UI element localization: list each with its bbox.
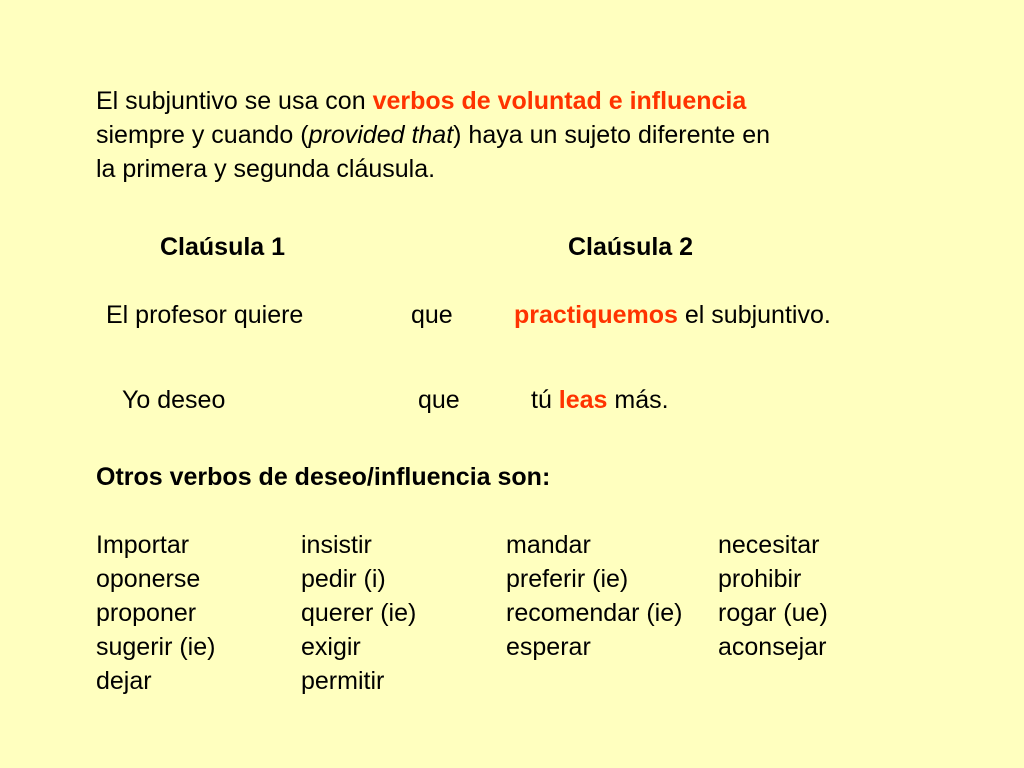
example-1-subordinate <box>514 300 831 330</box>
verb-column-4 <box>718 528 828 664</box>
example-1-rest: el subjuntivo. <box>677 301 831 329</box>
clause-2-header: Claúsula 2 <box>568 233 694 261</box>
example-2-rest: más. <box>607 386 669 414</box>
clause-1-header: Claúsula 1 <box>160 233 286 261</box>
intro-highlight: verbos de voluntad e influencia <box>372 87 747 115</box>
example-2-subordinate <box>531 385 669 415</box>
verb-item: dejar <box>96 667 152 695</box>
intro-text: siempre y cuando ( <box>96 121 309 149</box>
verb-item: pedir (i) <box>301 565 386 593</box>
others-heading: Otros verbos de deseo/influencia son: <box>96 463 551 491</box>
verb-item: prohibir <box>718 565 802 593</box>
verb-item: querer (ie) <box>301 599 417 627</box>
example-2-connector: que <box>418 386 460 414</box>
example-2-main-clause: Yo deseo <box>122 386 226 414</box>
verb-item: oponerse <box>96 565 201 593</box>
verb-item: mandar <box>506 531 591 559</box>
intro-paragraph <box>96 84 916 186</box>
verb-column-2 <box>301 528 416 698</box>
verb-item: Importar <box>96 531 190 559</box>
example-1-connector: que <box>411 301 453 329</box>
intro-line-1 <box>96 84 916 118</box>
intro-text: ) haya un sujeto diferente en <box>453 121 771 149</box>
verb-item: sugerir (ie) <box>96 633 216 661</box>
verb-item: necesitar <box>718 531 820 559</box>
intro-line-3: la primera y segunda cláusula. <box>96 155 436 183</box>
verb-item: rogar (ue) <box>718 599 828 627</box>
intro-line-2 <box>96 118 916 152</box>
example-2-pre: tú <box>531 386 559 414</box>
verb-item: permitir <box>301 667 385 695</box>
verb-item: esperar <box>506 633 591 661</box>
verb-item: insistir <box>301 531 372 559</box>
verb-column-1 <box>96 528 215 698</box>
verb-item: aconsejar <box>718 633 827 661</box>
intro-italic: provided that <box>308 121 454 149</box>
verb-column-3 <box>506 528 682 664</box>
example-1-main-clause: El profesor quiere <box>106 301 304 329</box>
verb-item: exigir <box>301 633 361 661</box>
verb-item: recomendar (ie) <box>506 599 683 627</box>
example-1-verb: practiquemos <box>514 301 678 329</box>
verb-item: proponer <box>96 599 197 627</box>
example-2-verb: leas <box>558 386 608 414</box>
verb-item: preferir (ie) <box>506 565 629 593</box>
intro-text: El subjuntivo se usa con <box>96 87 373 115</box>
